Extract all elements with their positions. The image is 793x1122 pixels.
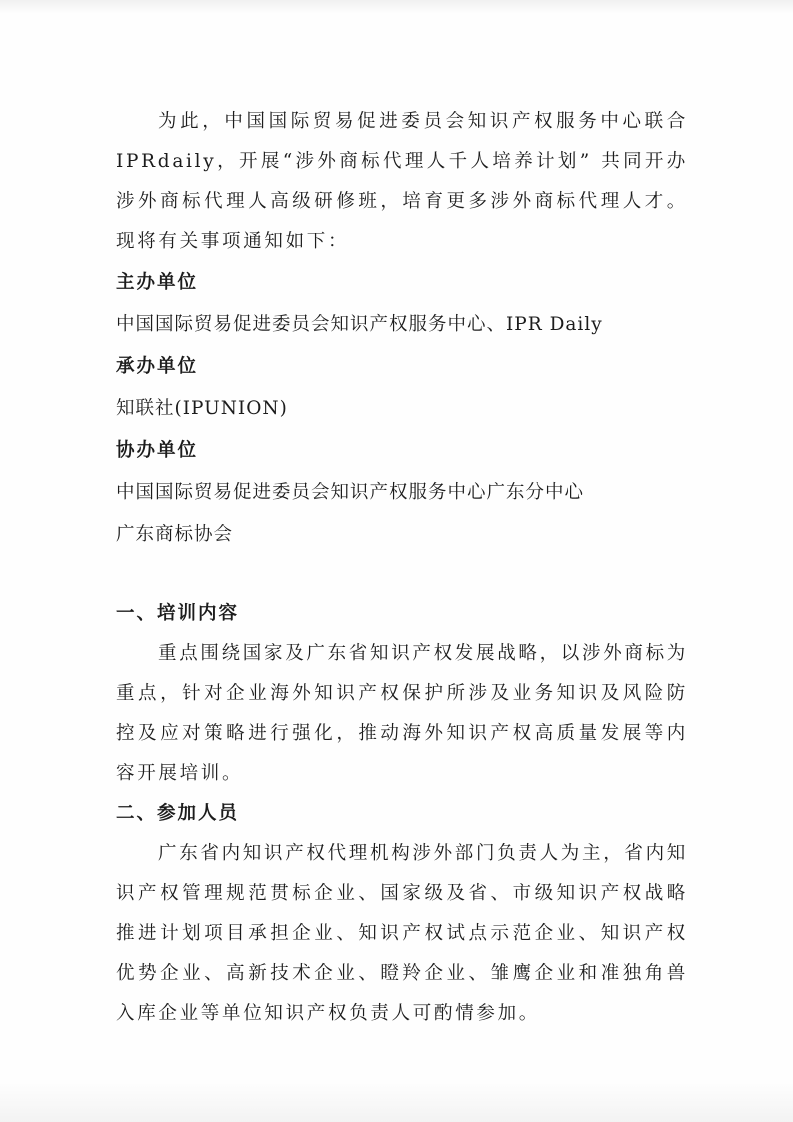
intro-paragraph: 为此，中国国际贸易促进委员会知识产权服务中心联合IPRdaily，开展“涉外商标代理人千人培养计划” 共同开办涉外商标代理人高级研修班，培育更多涉外商标代理人才。现将有关事项通知如下： — [116, 111, 688, 252]
co-organizer-heading: 协办单位 — [116, 440, 199, 461]
organizer-heading: 主办单位 — [116, 272, 199, 293]
undertaker-heading: 承办单位 — [116, 356, 199, 377]
co-organizer-line: 中国国际贸易促进委员会知识产权服务中心广东分中心 — [116, 482, 585, 503]
section-spacer — [116, 556, 688, 594]
section-body-training-content: 重点围绕国家及广东省知识产权发展战略，以涉外商标为重点，针对企业海外知识产权保护所涉及业务知识及风险防控及应对策略进行强化，推动海外知识产权高质量发展等内容开展培训。 — [116, 643, 689, 784]
section-heading-participants: 二、参加人员 — [116, 803, 240, 824]
undertaker-text: 知联社(IPUNION) — [116, 398, 288, 419]
document-body — [116, 102, 688, 1034]
section-heading-training-content: 一、培训内容 — [116, 603, 240, 624]
section-body-participants: 广东省内知识产权代理机构涉外部门负责人为主，省内知识产权管理规范贯标企业、国家级及省、市级知识产权战略推进计划项目承担企业、知识产权试点示范企业、知识产权优势企业、高新技术企业、瞪羚企业、雏鹰企业和准独角兽入库企业等单位知识产权负责人可酌情参加。 — [116, 843, 689, 1024]
scan-edge-top — [0, 0, 793, 14]
co-organizer-line: 广东商标协会 — [116, 524, 234, 545]
scan-edge-bottom — [0, 1082, 793, 1122]
organizer-text: 中国国际贸易促进委员会知识产权服务中心、IPR Daily — [116, 314, 603, 335]
